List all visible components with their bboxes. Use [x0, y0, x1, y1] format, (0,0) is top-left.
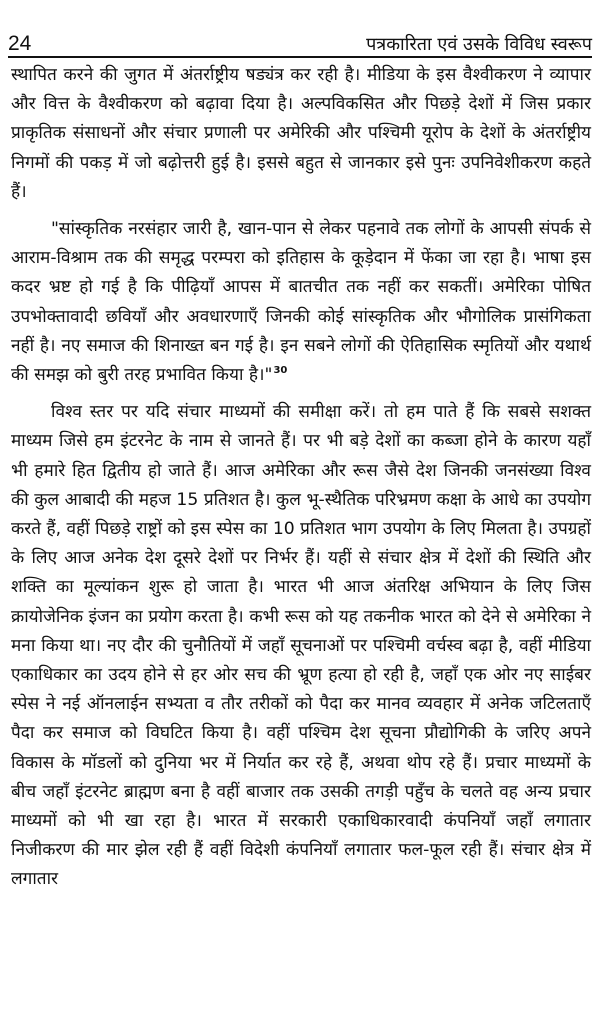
running-title: पत्रकारिता एवं उसके विविध स्वरूप — [366, 34, 592, 55]
quote-text: "सांस्कृतिक नरसंहार जारी है, खान-पान से लेकर पहनावे तक लोगों के आपसी संपर्क से आराम-विश्राम तक की समृद्ध परम्परा को इतिहास के कूड़ेदान में फेंका जा रहा है। भाषा इस कदर भ्रष्ट हो गई है कि पीढ़ियाँ आपस में बातचीत तक नहीं कर सकतीं। अमेरिका पोषित उपभोक्तावादी छवियाँ और अवधारणाएँ जिनकी कोई सांस्कृतिक और भौगोलिक प्रासंगिकता नहीं है। नए समाज की शिनाख्त बन गई है। इन सबने लोगों की ऐतिहासिक स्मृतियों और यथार्थ की समझ को बुरी तरह प्रभावित किया है।" — [11, 219, 591, 386]
page-number: 24 — [8, 32, 32, 55]
page-body — [11, 61, 591, 895]
paragraph-main: विश्व स्तर पर यदि संचार माध्यमों की समीक्षा करें। तो हम पाते हैं कि सबसे सशक्त माध्यम जिसे हम इंटरनेट के नाम से जानते हैं। पर भी बड़े देशों का कब्जा होने के कारण यहाँ भी हमारे हित द्वितीय हो जाते हैं। आज अमेरिका और रूस जैसे देश जिनकी जनसंख्या विश्व की कुल आबादी की महज 15 प्रतिशत है। कुल भू-स्थैतिक परिभ्रमण कक्षा के आधे का उपयोग करते हैं, वहीं पिछड़े राष्ट्रों को इस स्पेस का 10 प्रतिशत भाग उपयोग के लिए मिलता है। उपग्रहों के लिए आज अनेक देश दूसरे देशों पर निर्भर हैं। यहीं से संचार क्षेत्र में देशों की स्थिति और शक्ति का मूल्यांकन शुरू हो जाता है। भारत भी आज अंतरिक्ष अभियान के लिए जिस क्रायोजेनिक इंजन का प्रयोग करता है। कभी रूस को यह तकनीक भारत को देने से अमेरिका ने मना किया था। नए दौर की चुनौतियों में जहाँ सूचनाओं पर पश्चिमी वर्चस्व बढ़ा है, वहीं मीडिया एकाधिकार का उदय होने से हर ओर सच की भ्रूण हत्या हो रही है, जहाँ एक ओर नए साईबर स्पेस ने नई ऑनलाईन सभ्यता व तौर तरीकों को पैदा कर मानव व्यवहार में अनेक जटिलताएँ पैदा कर समाज को विघटित किया है। वहीं पश्चिम देश सूचना प्रौद्योगिकी के जरिए अपने विकास के मॉडलों को दुनिया भर में निर्यात कर रहे हैं, अथवा थोप रहे हैं। प्रचार माध्यमों के बीच जहाँ इंटरनेट ब्राह्मण बना है वहीं बाजार तक उसकी तगड़ी पहुँच के चलते वह अन्य प्रचार माध्यमों को भी खा रहा है। भारत में सरकारी एकाधिकारवादी कंपनियाँ जहाँ लगातार निजीकरण की मार झेल रही हैं वहीं विदेशी कंपनियाँ लगातार फल-फूल रही हैं। संचार क्षेत्र में लगातार — [11, 402, 591, 890]
page-header — [8, 26, 592, 58]
footnote-marker: 30 — [273, 365, 288, 377]
block-quote — [11, 215, 591, 390]
paragraph-continuation: स्थापित करने की जुगत में अंतर्राष्ट्रीय षड्यंत्र कर रही है। मीडिया के इस वैश्वीकरण ने व्यापार और वित्त के वैश्वीकरण को बढ़ावा दिया है। अल्पविकसित और पिछड़े देशों में जिस प्रकार प्राकृतिक संसाधनों और संचार प्रणाली पर अमेरिकी और पश्चिमी यूरोप के देशों के अंतर्राष्ट्रीय निगमों की पकड़ में जो बढ़ोत्तरी हुई है। इससे बहुत से जानकार इसे पुनः उपनिवेशीकरण कहते हैं। — [11, 65, 591, 202]
